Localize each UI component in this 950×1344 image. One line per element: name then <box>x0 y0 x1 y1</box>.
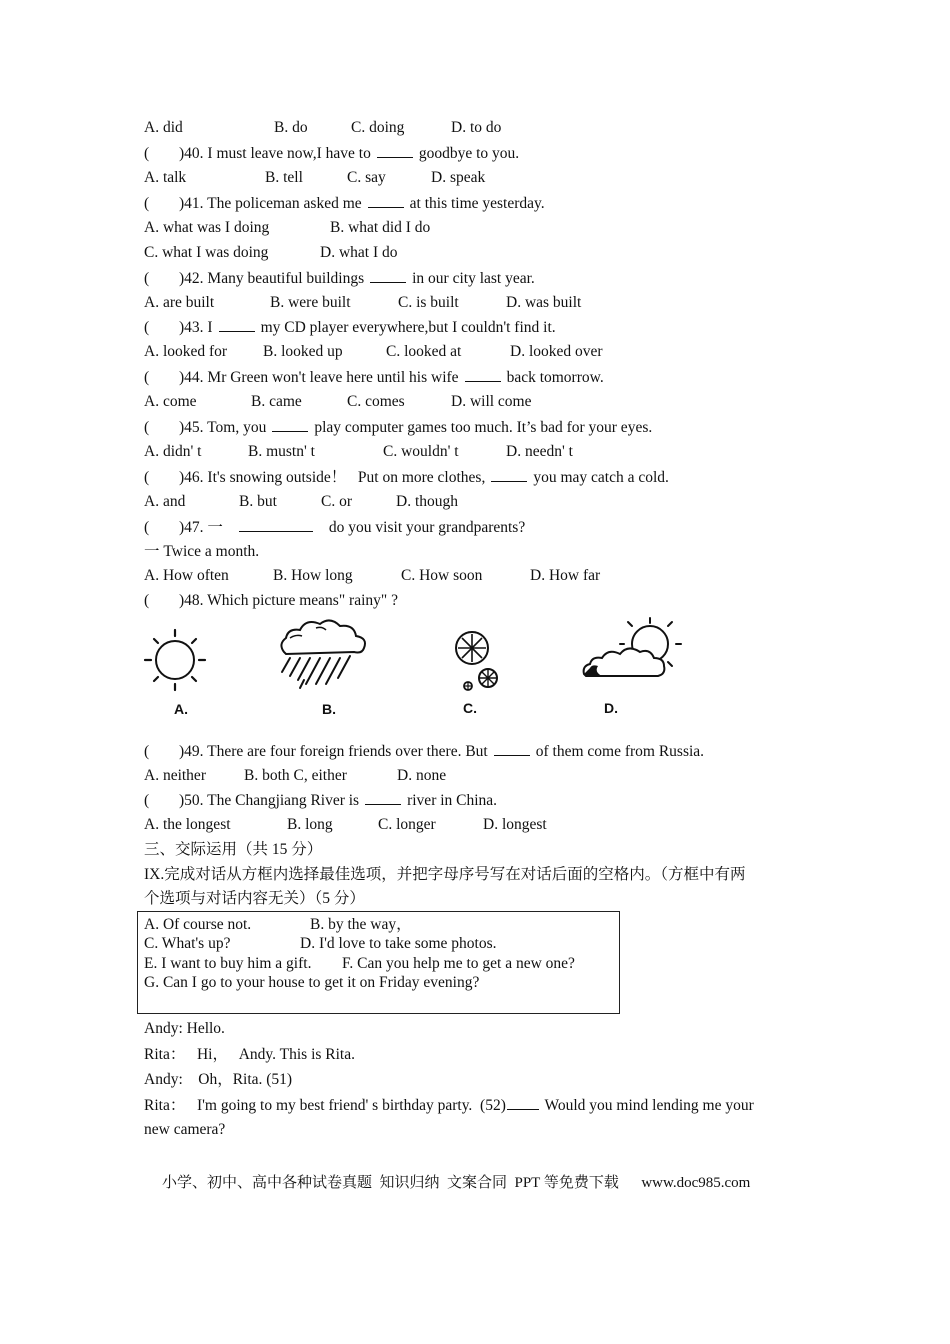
answer-blank <box>465 367 501 382</box>
option-text: C. looked at <box>386 343 462 360</box>
option-text: A. looked for <box>144 343 228 360</box>
dialogue-line: Andy: Hello. <box>144 1020 225 1037</box>
option-text: B. both C, either <box>244 767 347 784</box>
answer-blank <box>377 143 413 158</box>
answer-blank <box>365 790 401 805</box>
option-text: D. what I do <box>320 244 398 261</box>
box-option: F. Can you help me to get a new one? <box>342 955 575 972</box>
rain-cloud-icon <box>276 614 372 694</box>
page-footer: 小学、初中、高中各种试卷真题 知识归纳 文案合同 PPT 等免费下载 www.doc985.com <box>162 1175 751 1191</box>
answer-blank <box>219 317 255 332</box>
option-text: A. did <box>144 119 183 136</box>
question-49: ( )49. There are four foreign friends over there. But of them come from Russia. <box>144 743 705 760</box>
snowflake-icon <box>452 626 504 696</box>
partly-cloudy-icon <box>580 616 682 682</box>
question-50: ( )50. The Changjiang River is river in China. <box>144 792 498 809</box>
question-43: ( )43. I my CD player everywhere,but I couldn't find it. <box>144 319 556 336</box>
option-text: D. will come <box>451 393 532 410</box>
question-48: ( )48. Which picture means" rainy" ? <box>144 592 398 609</box>
question-42: ( )42. Many beautiful buildings in our city last year. <box>144 270 535 287</box>
option-text: A. are built <box>144 294 215 311</box>
box-option: G. Can I go to your house to get it on Friday evening? <box>144 974 480 991</box>
section-instructions: 个选项与对话内容无关）（5 分） <box>144 890 365 907</box>
question-40: ( )40. I must leave now,I have to goodbye to you. <box>144 145 520 162</box>
option-text: C. wouldn' t <box>383 443 459 460</box>
question-47: ( )47. 一 do you visit your grandparents? <box>144 519 526 536</box>
option-text: C. is built <box>398 294 459 311</box>
option-text: A. and <box>144 493 186 510</box>
box-option: A. Of course not. <box>144 916 252 933</box>
dialogue-line: Rita： Hi， Andy. This is Rita. <box>144 1046 355 1063</box>
option-text: D. How far <box>530 567 601 584</box>
option-text: D. longest <box>483 816 547 833</box>
box-option: E. I want to buy him a gift. <box>144 955 312 972</box>
option-text: C. what I was doing <box>144 244 269 261</box>
option-text: B. but <box>239 493 277 510</box>
option-text: C. or <box>321 493 352 510</box>
option-text: D. was built <box>506 294 582 311</box>
section-heading: 三、交际运用（共 15 分） <box>144 841 323 858</box>
option-text: B. were built <box>270 294 351 311</box>
option-text: D. looked over <box>510 343 603 360</box>
dialogue-line: Andy: Oh，Rita. (51) <box>144 1071 293 1088</box>
option-text: D. though <box>396 493 458 510</box>
section-instructions: IX.完成对话从方框内选择最佳选项，并把字母序号写在对话后面的空格内。（方框中有两 <box>144 866 746 883</box>
dialogue-line: Rita： I'm going to my best friend' s birthday party. (52) Would you mind lending me your <box>144 1097 754 1114</box>
answer-blank <box>507 1095 539 1110</box>
option-text: A. what was I doing <box>144 219 270 236</box>
option-text: C. longer <box>378 816 436 833</box>
option-text: D. needn' t <box>506 443 573 460</box>
question-44: ( )44. Mr Green won't leave here until his wife back tomorrow. <box>144 369 604 386</box>
option-text: A. neither <box>144 767 206 784</box>
answer-blank <box>370 268 406 283</box>
option-text: B. mustn' t <box>248 443 315 460</box>
option-text: D. to do <box>451 119 502 136</box>
question-45: ( )45. Tom, you play computer games too much. It’s bad for your eyes. <box>144 419 653 436</box>
option-text: A. the longest <box>144 816 231 833</box>
question-41: ( )41. The policeman asked me at this time yesterday. <box>144 195 545 212</box>
box-option: D. I'd love to take some photos. <box>300 935 497 952</box>
option-text: C. comes <box>347 393 405 410</box>
option-text: B. tell <box>265 169 303 186</box>
sun-icon <box>142 628 210 692</box>
option-text: D. none <box>397 767 447 784</box>
option-text: C. doing <box>351 119 405 136</box>
answer-blank <box>494 741 530 756</box>
answer-blank <box>272 417 308 432</box>
option-text: B. long <box>287 816 333 833</box>
box-option: B. by the way， <box>310 916 412 933</box>
dialogue-line: new camera? <box>144 1121 226 1138</box>
option-text: B. came <box>251 393 302 410</box>
options-box <box>137 911 620 1014</box>
option-text: A. How often <box>144 567 229 584</box>
option-text: A. talk <box>144 169 187 186</box>
picture-label: D. <box>604 700 618 716</box>
option-text: C. How soon <box>401 567 483 584</box>
option-text: D. speak <box>431 169 486 186</box>
answer-blank <box>368 193 404 208</box>
box-option: C. What's up? <box>144 935 231 952</box>
picture-label: A. <box>174 701 188 717</box>
option-text: C. say <box>347 169 386 186</box>
option-text: B. what did I do <box>330 219 431 236</box>
option-text: A. come <box>144 393 197 410</box>
option-text: B. do <box>274 119 308 136</box>
option-text: B. How long <box>273 567 353 584</box>
question-46: ( )46. It's snowing outside！ Put on more clothes, you may catch a cold. <box>144 469 669 486</box>
option-text: B. looked up <box>263 343 343 360</box>
option-text: A. didn' t <box>144 443 202 460</box>
picture-label: B. <box>322 701 336 717</box>
answer-blank <box>491 467 527 482</box>
picture-label: C. <box>463 700 477 716</box>
answer-line: 一 Twice a month. <box>144 543 260 560</box>
answer-blank <box>239 517 313 532</box>
